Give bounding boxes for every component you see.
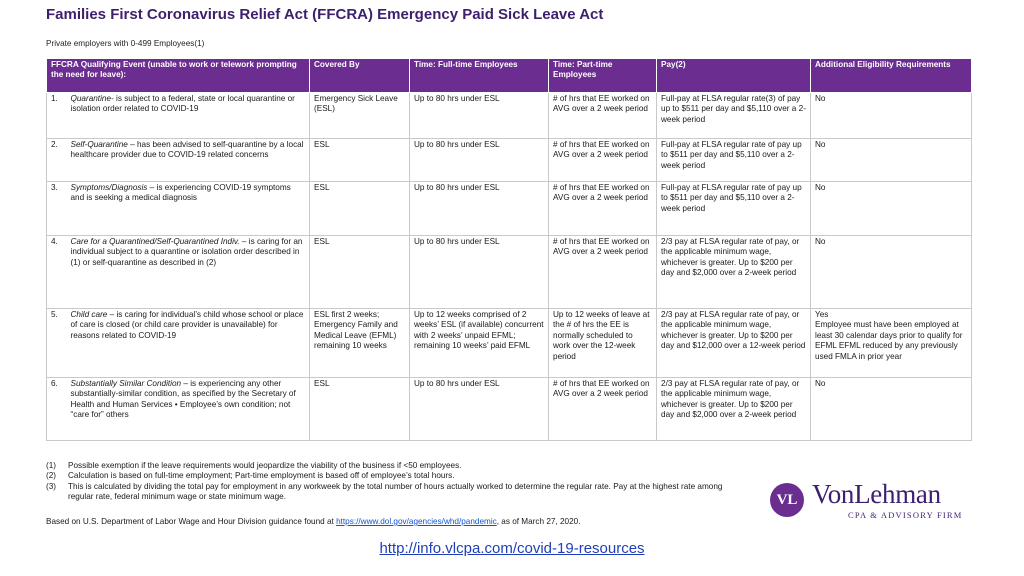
part-time: Up to 12 weeks of leave at the # of hrs the EE is normally scheduled to work over the 12-week period [549,309,657,378]
event-text: – is experiencing any other substantially-similar condition, as specified by the Secretary of Health and Human Services • Employee’s own condition; not “care for” others [70,379,296,420]
dol-guidance-link[interactable]: https://www.dol.gov/agencies/whd/pandemic [336,517,497,526]
pay: 2/3 pay at FLSA regular rate of pay, or the applicable minimum wage, whichever is greater. Up to $200 per day and $2,000 over a 2-week period [657,378,811,441]
row-number: 3. [47,182,67,236]
pay: Full-pay at FLSA regular rate of pay up to $511 per day and $5,110 over a 2-week period [657,139,811,182]
pay: Full-pay at FLSA regular rate of pay up to $511 per day and $5,110 over a 2-week period [657,182,811,236]
additional-requirements: No [811,93,972,139]
covered-by: ESL [310,139,410,182]
row-number: 1. [47,93,67,139]
footnote-text: This is calculated by dividing the total pay for employment in any workweek by the total number of hours actually worked to determine the regular rate. Pay at the highest rate among regular rate, federal minimum wage or state minimum wage. [68,481,723,502]
full-time: Up to 80 hrs under ESL [410,236,549,309]
table-row [47,182,972,236]
ffcra-table [46,58,972,441]
qualifying-event [67,139,310,182]
row-number: 2. [47,139,67,182]
qualifying-event [67,93,310,139]
header-pay: Pay(2) [657,59,811,93]
page-title: Families First Coronavirus Relief Act (FFCRA) Emergency Paid Sick Leave Act [46,6,604,23]
qualifying-event [67,182,310,236]
covered-by: ESL [310,182,410,236]
pay: Full-pay at FLSA regular rate(3) of pay up to $511 per day and $5,110 over a 2-week period [657,93,811,139]
covered-by: ESL first 2 weeks; Emergency Family and Medical Leave (EFML) remaining 10 weeks [310,309,410,378]
table-header-row [47,59,972,93]
footnote-number: (3) [46,481,57,491]
event-title: Child care [70,310,108,319]
pay: 2/3 pay at FLSA regular rate of pay, or the applicable minimum wage, whichever is greater. Up to $200 per day and $12,000 over a 12-week period [657,309,811,378]
footnote-number: (2) [46,471,57,481]
footnote [46,461,746,471]
row-number: 6. [47,378,67,441]
part-time: # of hrs that EE worked on AVG over a 2 week period [549,378,657,441]
logo-tagline: CPA & ADVISORY FIRM [848,510,963,520]
event-text: is subject to a federal, state or local quarantine or isolation order related to COVID-19 [70,94,295,114]
row-number: 5. [47,309,67,378]
event-text: – has been advised to self-quarantine by a local healthcare provider due to COVID-19 related concerns [70,140,304,160]
additional-requirements: No [811,139,972,182]
event-title: Self-Quarantine [70,140,128,149]
event-title: Quarantine- [70,94,114,103]
covered-by: ESL [310,236,410,309]
footnote-number: (1) [46,461,57,470]
table-row [47,309,972,378]
footnotes [46,461,746,503]
header-full-time: Time: Full-time Employees [410,59,549,93]
table-row [47,93,972,139]
additional-requirements: No [811,236,972,309]
table-row [47,378,972,441]
header-part-time: Time: Part-time Employees [549,59,657,93]
source-citation [46,517,580,526]
full-time: Up to 80 hrs under ESL [410,182,549,236]
qualifying-event [67,309,310,378]
vonlehman-logo [770,479,975,523]
header-covered-by: Covered By [310,59,410,93]
page-subtitle: Private employers with 0-499 Employees(1) [46,39,205,48]
event-text: – is experiencing COVID-19 symptoms and is seeking a medical diagnosis [70,183,291,203]
full-time: Up to 80 hrs under ESL [410,139,549,182]
part-time: # of hrs that EE worked on AVG over a 2 week period [549,139,657,182]
event-text: – is caring for an individual subject to a quarantine or isolation order described in (1) or self-quarantine as described in (2) [70,237,303,267]
logo-name: VonLehman [812,479,941,509]
full-time: Up to 12 weeks comprised of 2 weeks’ ESL (if available) concurrent with 2 weeks’ unpaid EFML; remaining 10 weeks’ paid EFML [410,309,549,378]
qualifying-event [67,378,310,441]
table-row [47,139,972,182]
footnote [46,471,746,481]
additional-requirements: No [811,182,972,236]
full-time: Up to 80 hrs under ESL [410,93,549,139]
part-time: # of hrs that EE worked on AVG over a 2 week period [549,93,657,139]
covered-by: Emergency Sick Leave (ESL) [310,93,410,139]
footnote-text: Possible exemption if the leave requirements would jeopardize the viability of the business if <50 employees. [68,461,462,470]
covered-by: ESL [310,378,410,441]
row-number: 4. [47,236,67,309]
source-suffix: , as of March 27, 2020. [496,517,581,526]
additional-requirements: No [811,378,972,441]
source-prefix: Based on U.S. Department of Labor Wage and Hour Division guidance found at [46,517,337,526]
logo-monogram-icon: VL [770,483,804,517]
header-qualifying-event: FFCRA Qualifying Event (unable to work or telework prompting the need for leave): [47,59,310,93]
footnote [46,482,746,503]
pay: 2/3 pay at FLSA regular rate of pay, or the applicable minimum wage, whichever is greater. Up to $200 per day and $2,000 over a 2-week period [657,236,811,309]
part-time: # of hrs that EE worked on AVG over a 2 week period [549,236,657,309]
event-title: Symptoms/Diagnosis [70,183,148,192]
event-title: Care for a Quarantined/Self-Quarantined Indiv. [70,237,240,246]
event-text: – is caring for individual’s child whose school or place of care is closed (or child care provider is unavailable) for reasons related to COVID-19 [70,310,304,340]
footnote-text: Calculation is based on full-time employment; Part-time employment is based off of employee’s total hours. [68,471,455,481]
covid-resources-link[interactable]: http://info.vlcpa.com/covid-19-resources [379,540,645,557]
event-title: Substantially Similar Condition [70,379,182,388]
header-additional: Additional Eligibility Requirements [811,59,972,93]
table-row [47,236,972,309]
full-time: Up to 80 hrs under ESL [410,378,549,441]
additional-requirements: Yes Employee must have been employed at least 30 calendar days prior to qualify for EFML EFML reduced by any previously used FMLA in prior year [811,309,972,378]
part-time: # of hrs that EE worked on AVG over a 2 week period [549,182,657,236]
qualifying-event [67,236,310,309]
